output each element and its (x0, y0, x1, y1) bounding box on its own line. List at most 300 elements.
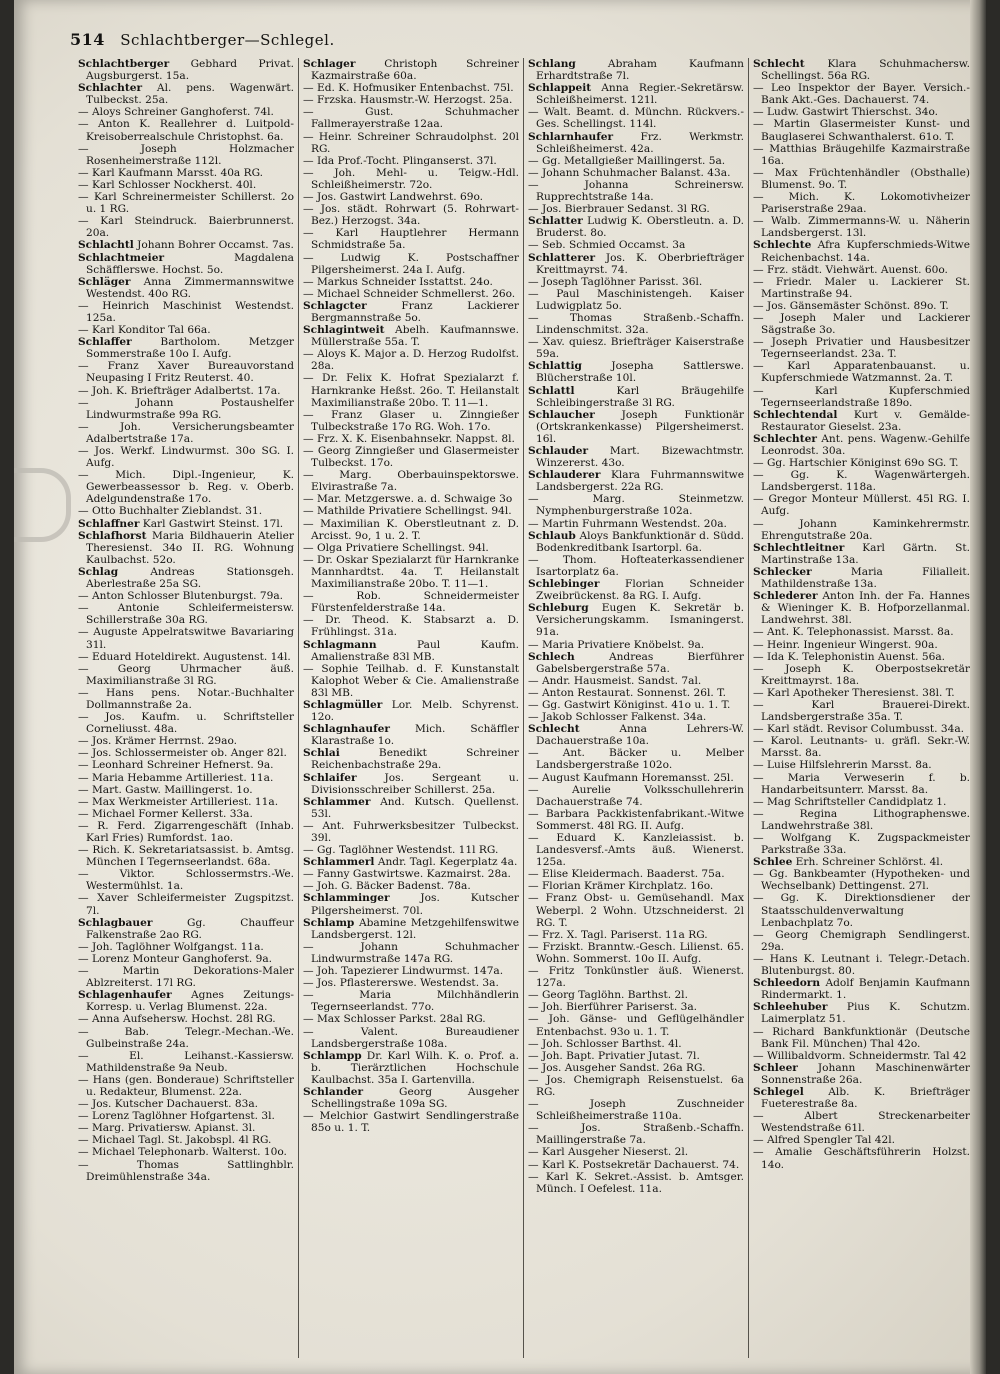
entry-text: — Maria Milchhändlerin Tegernseerlandst. 77o. (303, 989, 519, 1014)
directory-entry (753, 1050, 970, 1062)
directory-entry (303, 1026, 519, 1050)
entry-text: — Lorenz Taglöhner Hofgartenst. 3l. (78, 1110, 275, 1123)
entry-surname: Schlaucher (528, 408, 595, 421)
entry-text: — Maria Privatiere Knöbelst. 9a. (528, 638, 705, 651)
entry-text: — Eduard Hoteldirekt. Augustenst. 14l. (78, 650, 291, 663)
directory-entry (303, 590, 519, 614)
entry-text: — Antonie Schleifermeistersw. Schillerstraße 30a RG. (78, 602, 294, 627)
entry-text: — Frzska. Hausmstr.-W. Herzogst. 25a. (303, 94, 513, 107)
directory-entry (303, 856, 519, 868)
column-1 (74, 58, 299, 1358)
entry-text: — Xav. quiesz. Briefträger Kaiserstraße 59a. (528, 336, 744, 361)
directory-entry (753, 276, 970, 300)
directory-entry (528, 155, 744, 167)
directory-entry (78, 300, 294, 324)
directory-entry (78, 518, 294, 530)
directory-entry (528, 288, 744, 312)
directory-entry (303, 844, 519, 856)
entry-surname: Schlederer (753, 590, 818, 603)
directory-entry (753, 493, 970, 517)
entry-text: — Thomas Sattlinghblr. Dreimühlenstraße 34a. (78, 1158, 294, 1183)
entry-surname: Schlampp (303, 1049, 362, 1062)
entry-surname: Schlagintweit (303, 324, 385, 337)
entry-text: And. Kutsch. Quellenst. 53l. (311, 795, 519, 820)
directory-entry (78, 759, 294, 771)
entry-text: — Heinr. Ingenieur Wingerst. 90a. (753, 638, 938, 651)
directory-entry (303, 1110, 519, 1134)
entry-text: — Jos. Straßenb.-Schaffn. Maillingerstraße 7a. (528, 1122, 744, 1147)
entry-text: — Anton Restaurat. Sonnenst. 26l. T. (528, 686, 726, 699)
entry-text: — Aloys K. Major a. D. Herzog Rudolfst. 28a. (303, 348, 519, 373)
entry-text: Anna Regier.-Sekretärsw. Schleißheimerst. 121l. (536, 82, 744, 107)
directory-entry (753, 409, 970, 433)
directory-entry (528, 58, 744, 82)
entry-text: — Jakob Schlosser Falkenst. 34a. (528, 711, 707, 724)
entry-text: — Lorenz Monteur Ganghoferst. 9a. (78, 952, 272, 965)
directory-entry (753, 759, 970, 771)
entry-text: — Eduard K. Kanzleiassist. b. Landesversf.-Amts äuß. Wienerst. 125a. (528, 832, 744, 869)
entry-text: — Joh. Schlosser Barthst. 4l. (528, 1037, 682, 1050)
entry-text: — Otto Buchhalter Zieblandst. 31. (78, 505, 263, 518)
directory-entry (528, 530, 744, 554)
entry-text: — Mich. Dipl.-Ingenieur, K. Gewerbeassessor b. Reg. v. Oberb. Adelgundenstraße 17o. (78, 469, 294, 506)
entry-text: — Johann Postaushelfer Lindwurmstraße 99a RG. (78, 396, 294, 421)
entry-text: Joseph Funktionär (Ortskrankenkasse) Pilgersheimerst. 16l. (536, 408, 744, 445)
entry-text: — Fanny Gastwirtswe. Kazmairst. 28a. (303, 868, 511, 881)
directory-entry (528, 493, 744, 517)
entry-text: — Gg. K. Wagenwärtergeh. Landsbergerst. 118a. (753, 469, 970, 494)
directory-entry (78, 530, 294, 566)
entry-text: — Luise Hilfslehrerin Marsst. 8a. (753, 759, 932, 772)
entry-text: — Ant. Bäcker u. Melber Landsbergerstraße 102o. (528, 747, 744, 772)
entry-text: — Karl Apotheker Theresienst. 38l. T. (753, 686, 955, 699)
directory-entry (78, 651, 294, 663)
entry-text: — Georg Taglöhn. Barthst. 2l. (528, 989, 688, 1002)
entry-text: — Gg. Taglöhner Westendst. 11l RG. (303, 844, 499, 857)
binder-clip (14, 468, 71, 542)
directory-entry (303, 892, 519, 916)
entry-text: — Ed. K. Hofmusiker Entenbachst. 75l. (303, 82, 514, 95)
entry-text: — Xaver Schleifermeister Zugspitzst. 7l. (78, 892, 294, 917)
directory-entry (528, 106, 744, 130)
directory-entry (753, 687, 970, 699)
directory-entry (753, 953, 970, 977)
directory-entry (78, 1098, 294, 1110)
entry-text: — Thomas Straßenb.-Schaffn. Lindenschmitst. 32a. (528, 311, 744, 337)
directory-entry (753, 58, 970, 82)
directory-entry (528, 336, 744, 360)
directory-entry (303, 796, 519, 820)
entry-surname: Schlachtl (78, 239, 134, 252)
entry-text: — Joh. Mehl- u. Teigw.-Hdl. Schleißheimerstr. 72o. (303, 166, 519, 191)
directory-entry (753, 699, 970, 723)
directory-entry (78, 1050, 294, 1074)
directory-entry (753, 385, 970, 409)
directory-entry (528, 675, 744, 687)
directory-entry (528, 1159, 744, 1171)
directory-entry (528, 929, 744, 941)
directory-entry (303, 1013, 519, 1025)
directory-entry (528, 699, 744, 711)
directory-entry (78, 360, 294, 384)
directory-entry (303, 880, 519, 892)
entry-text: — Joh. Versicherungsbeamter Adalbertstraße 17a. (78, 420, 294, 445)
directory-entry (78, 941, 294, 953)
entry-text: — Heinr. Schreiner Schraudolphst. 20l RG. (303, 130, 519, 155)
directory-entry (303, 58, 519, 82)
directory-entry (528, 868, 744, 880)
directory-entry (753, 336, 970, 360)
directory-entry (753, 868, 970, 892)
entry-surname: Schlauderer (528, 469, 601, 482)
directory-entry (753, 1110, 970, 1134)
directory-entry (303, 772, 519, 796)
entry-text: Anton Inh. der Fa. Hannes & Wieninger K. B. Hofporzellanmal. Landwehrst. 38l. (761, 590, 970, 627)
entry-text: Mart. Bizewachtmstr. Winzererst. 43o. (536, 445, 744, 470)
entry-text: — Paul Maschinistengeh. Kaiser Ludwigplatz 5o. (528, 287, 744, 312)
directory-entry (528, 880, 744, 892)
entry-surname: Schleburg (528, 602, 589, 615)
directory-entry (528, 276, 744, 288)
entry-text: — Marg. Privatiersw. Apianst. 3l. (78, 1122, 256, 1135)
entry-text: — Sophie Teilhab. d. F. Kunstanstalt Kalophot Weber & Cie. Amalienstraße 83l MB. (303, 662, 519, 699)
entry-surname: Schlattl (528, 384, 575, 397)
directory-entry (753, 832, 970, 856)
directory-entry (78, 844, 294, 868)
directory-entry (303, 445, 519, 469)
entry-text: — Joseph Holzmacher Rosenheimerstraße 112l. (78, 142, 294, 167)
directory-entry (78, 626, 294, 650)
directory-entry (78, 917, 294, 941)
directory-entry (303, 542, 519, 554)
directory-entry (78, 820, 294, 844)
entry-text: — Frz. städt. Viehwärt. Auenst. 60o. (753, 263, 948, 276)
entry-text: — Karl Steindruck. Baierbrunnerst. 20a. (78, 215, 294, 240)
entry-text: — Georg Zinngießer und Glasermeister Tulbeckst. 17o. (303, 445, 519, 470)
entry-text: — Mich. K. Lokomotivheizer Pariserstraße 29aa. (753, 191, 970, 216)
directory-entry (528, 360, 744, 384)
entry-text: — Max Schlosser Parkst. 28al RG. (303, 1013, 486, 1026)
entry-text: — Martin Fuhrmann Westendst. 20a. (528, 517, 727, 530)
entry-surname: Schlechtleitner (753, 541, 845, 554)
directory-entry (303, 167, 519, 191)
entry-text: — Martin Glasermeister Kunst- und Bauglaserei Schwanthalerst. 61o. T. (753, 118, 970, 143)
entry-surname: Schlauder (528, 445, 589, 457)
entry-text: — Jos. städt. Rohrwart (5. Rohrwart-Bez.) Herzogst. 34a. (303, 203, 519, 228)
directory-entry (78, 252, 294, 276)
directory-entry (753, 542, 970, 566)
directory-entry (753, 796, 970, 808)
directory-entry (78, 397, 294, 421)
directory-entry (528, 1171, 744, 1195)
entry-text: — El. Leihanst.-Kassiersw. Mathildenstraße 9a Neub. (78, 1049, 294, 1074)
directory-entry (753, 929, 970, 953)
directory-entry (753, 106, 970, 118)
directory-entry (303, 505, 519, 517)
entry-text: — Richard Bankfunktionär (Deutsche Bank Fil. München) Thal 42o. (753, 1025, 970, 1050)
directory-entry (303, 820, 519, 844)
entry-text: — Joh. Bapt. Privatier Jutast. 7l. (528, 1049, 700, 1062)
directory-entry (303, 372, 519, 408)
entry-text: — Karl Ausgeher Nieserst. 2l. (528, 1146, 689, 1159)
entry-text: — August Kaufmann Horemansst. 25l. (528, 771, 734, 784)
directory-entry (528, 215, 744, 239)
entry-text: Abraham Kaufmann Erhardtstraße 7l. (536, 58, 744, 83)
entry-surname: Schlappeit (528, 82, 592, 95)
directory-entry (78, 772, 294, 784)
entry-surname: Schlagnhaufer (303, 723, 390, 736)
directory-entry (78, 796, 294, 808)
entry-text: — Viktor. Schlossermstrs.-We. Westermühlst. 1a. (78, 868, 294, 893)
directory-entry (528, 131, 744, 155)
entry-text: Andr. Tagl. Kegerplatz 4a. (374, 856, 518, 869)
directory-entry (753, 143, 970, 167)
directory-entry (528, 469, 744, 493)
entry-surname: Schleedorn (753, 977, 821, 990)
entry-surname: Schlamminger (303, 892, 390, 905)
entry-text: — Michael Former Kellerst. 33a. (78, 807, 253, 820)
directory-entry (528, 167, 744, 179)
entry-text: — Willibaldvorm. Schneidermstr. Tal 42 (753, 1049, 967, 1062)
entry-text: — Florian Krämer Kirchplatz. 16o. (528, 880, 714, 893)
directory-entry (78, 687, 294, 711)
entry-columns (74, 58, 974, 1358)
directory-entry (753, 626, 970, 638)
entry-text: — R. Ferd. Zigarrengeschäft (Inhab. Karl Fries) Rumfordst. 1ao. (78, 819, 294, 844)
entry-text: Pius K. Schutzm. Laimerplatz 51. (761, 1001, 970, 1026)
entry-text: — Gg. K. Direktionsdiener der Staatsschuldenverwaltung Lenbachplatz 7o. (753, 892, 970, 929)
entry-text: — Michael Telephonarb. Walterst. 10o. (78, 1146, 287, 1159)
entry-surname: Schlatterer (528, 251, 596, 264)
entry-text: — Jos. Kutscher Dachauerst. 83a. (78, 1098, 259, 1111)
directory-entry (78, 735, 294, 747)
directory-entry (303, 409, 519, 433)
entry-text: — Mart. Gastw. Maillingerst. 1o. (78, 783, 253, 796)
entry-text: Johann Bohrer Occamst. 7as. (133, 239, 294, 252)
entry-text: — Melchior Gastwirt Sendlingerstraße 85o u. 1. T. (303, 1110, 519, 1135)
entry-text: — Jos. Ausgeher Sandst. 26a RG. (528, 1061, 706, 1074)
directory-entry (528, 989, 744, 1001)
entry-surname: Schlammerl (303, 856, 375, 869)
entry-text: — Karol. Leutnants- u. gräfl. Sekr.-W. Marsst. 8a. (753, 735, 970, 760)
column-3 (524, 58, 749, 1358)
entry-text: — Thom. Hofteaterkassendiener Isartorplatz 6a. (528, 553, 744, 578)
directory-entry (528, 651, 744, 675)
directory-entry (528, 723, 744, 747)
entry-text: — Gregor Monteur Müllerst. 45l RG. I. Aufg. (753, 493, 970, 518)
entry-surname: Schlaifer (303, 771, 357, 784)
entry-text: Lor. Melb. Schyrenst. 12o. (311, 698, 519, 724)
entry-surname: Schlechter (753, 432, 817, 445)
entry-surname: Schlager (303, 58, 356, 70)
directory-entry (528, 639, 744, 651)
directory-entry (78, 663, 294, 687)
entry-text: — Johann Kaminkehrermstr. Ehrengutstraße 20a. (753, 517, 970, 542)
directory-entry (78, 989, 294, 1013)
entry-text: Benedikt Schreiner Reichenbachstraße 29a. (311, 747, 519, 772)
column-4 (749, 58, 974, 1358)
entry-text: — Walt. Beamt. d. Münchn. Rückvers.-Ges. Schellingst. 114l. (528, 106, 744, 131)
entry-surname: Schlagbauer (78, 916, 153, 929)
entry-text: — Seb. Schmied Occamst. 3a (528, 239, 686, 252)
directory-entry (78, 276, 294, 300)
directory-entry (753, 663, 970, 687)
entry-text: — Marg. Oberbauinspektorswe. Elvirastraße 7a. (303, 469, 519, 494)
directory-entry (753, 1001, 970, 1025)
directory-entry (753, 1086, 970, 1110)
entry-surname: Schläger (78, 275, 131, 288)
entry-text: Al. pens. Wagenwärt. Tulbeckst. 25a. (86, 82, 294, 107)
directory-entry (528, 385, 744, 409)
directory-entry (78, 590, 294, 602)
page-number: 514 (70, 30, 105, 49)
entry-text: — Elise Kleidermach. Baaderst. 75a. (528, 868, 725, 881)
directory-entry (303, 276, 519, 288)
entry-text: Klara Schuhmachersw. Schellingst. 56a RG. (761, 58, 970, 83)
directory-entry (753, 723, 970, 735)
entry-text: — Walb. Zimmermanns-W. u. Näherin Landsbergerst. 13l. (753, 215, 970, 240)
entry-text: Jos. Kutscher Pilgersheimerst. 70l. (311, 892, 519, 917)
entry-text: — Gust. Schuhmacher Fallmerayerstraße 12aa. (303, 106, 519, 131)
directory-entry (303, 106, 519, 130)
entry-text: — Joh. Taglöhner Wolfgangst. 11a. (78, 940, 264, 953)
entry-text: — Michael Tagl. St. Jakobspl. 4l RG. (78, 1134, 272, 1147)
directory-entry (78, 385, 294, 397)
directory-page (14, 0, 986, 1374)
entry-text: — Ant. K. Telephonassist. Marsst. 8a. (753, 626, 954, 639)
entry-text: — Ant. Fuhrwerksbesitzer Tulbeckst. 39l. (303, 819, 519, 844)
directory-entry (303, 977, 519, 989)
entry-text: Afra Kupferschmieds-Witwe Reichenbachst. 14a. (761, 239, 970, 264)
directory-entry (303, 663, 519, 699)
directory-entry (78, 1122, 294, 1134)
entry-text: Jos. Sergeant u. Divisionsschreiber Schillerst. 25a. (311, 771, 519, 796)
directory-entry (528, 312, 744, 336)
entry-text: — Joseph K. Oberpostsekretär Kreittmayrst. 18a. (753, 662, 970, 687)
entry-text: — Hans K. Leutnant i. Telegr.-Detach. Blutenburgst. 80. (753, 952, 970, 978)
directory-entry (753, 300, 970, 312)
directory-entry (528, 252, 744, 276)
entry-surname: Schlachter (78, 82, 143, 95)
entry-text: — Max Werkmeister Artilleriest. 11a. (78, 795, 279, 808)
entry-text: — Albert Streckenarbeiter Westendstraße 61l. (753, 1110, 970, 1135)
directory-entry (78, 82, 294, 106)
entry-text: — Joseph Maler und Lackierer Sägstraße 3o. (753, 311, 970, 337)
directory-entry (528, 82, 744, 106)
entry-text: — Joseph Taglöhner Parisst. 36l. (528, 275, 703, 288)
directory-entry (78, 1159, 294, 1183)
entry-text: — Valent. Bureaudiener Landsbergerstraße 108a. (303, 1025, 519, 1050)
entry-text: Karl Bräugehilfe Schleibingerstraße 3l RG. (536, 384, 744, 409)
entry-text: — Auguste Appelratswitwe Bavariaring 31l. (78, 626, 294, 651)
entry-surname: Schlatter (528, 215, 583, 228)
directory-entry (303, 288, 519, 300)
entry-text: — Gg. Metallgießer Maillingerst. 5a. (528, 154, 726, 167)
entry-text: — Dr. Theod. K. Stabsarzt a. D. Frühlingst. 31a. (303, 614, 519, 639)
directory-entry (753, 651, 970, 663)
entry-text: — Karl Apparatenbauanst. u. Kupferschmiede Watzmannst. 2a. T. (753, 360, 970, 385)
entry-text: Ant. pens. Wagenw.-Gehilfe Leonrodst. 30a. (761, 432, 970, 457)
directory-entry (753, 518, 970, 542)
directory-entry (303, 917, 519, 941)
entry-text: — Karl K. Postsekretär Dachauerst. 74. (528, 1158, 740, 1171)
directory-entry (528, 1013, 744, 1037)
directory-entry (78, 445, 294, 469)
entry-text: Abelh. Kaufmannswe. Müllerstraße 55a. T. (311, 324, 519, 349)
directory-entry (528, 1146, 744, 1158)
directory-entry (303, 203, 519, 227)
entry-text: Erh. Schreiner Schlörst. 4l. (792, 856, 944, 869)
entry-text: Gebhard Privat. Augsburgerst. 15a. (86, 58, 294, 83)
directory-entry (78, 602, 294, 626)
directory-entry (753, 167, 970, 191)
directory-entry (753, 977, 970, 1001)
entry-text: — Jos. Chemigraph Reisenstuelst. 6a RG. (528, 1073, 744, 1098)
entry-surname: Schlaub (528, 529, 576, 542)
entry-text: — Frz. X. K. Eisenbahnsekr. Nappst. 8l. (303, 432, 515, 445)
directory-entry (303, 227, 519, 251)
entry-text: — Leonhard Schreiner Hefnerst. 9a. (78, 759, 274, 772)
entry-text: — Jos. Bierbrauer Sedanst. 3l RG. (528, 203, 710, 216)
entry-text: — Gg. Hartschier Königinst 69o SG. T. (753, 457, 959, 470)
entry-text: — Hans (gen. Bonderaue) Schriftsteller u. Redakteur, Blumenst. 22a. (78, 1073, 294, 1098)
directory-entry (753, 239, 970, 263)
entry-text: — Gg. Gastwirt Königinst. 41o u. 1. T. (528, 698, 731, 711)
directory-entry (753, 1134, 970, 1146)
entry-surname: Schlafhorst (78, 529, 147, 542)
column-2 (299, 58, 524, 1358)
entry-surname: Schlamp (303, 916, 355, 929)
directory-entry (753, 772, 970, 796)
entry-text: — Barbara Packkistenfabrikant.-Witwe Sommerst. 48l RG. II. Aufg. (528, 807, 744, 832)
entry-surname: Schlagcter (303, 299, 367, 312)
entry-text: Maria Bildhauerin Atelier Theresienst. 34o II. RG. Wohnung Kaulbachst. 52o. (86, 529, 294, 566)
entry-text: — Olga Privatiere Schellingst. 94l. (303, 541, 489, 554)
directory-entry (78, 784, 294, 796)
entry-text: Bartholom. Metzger Sommerstraße 10o I. Aufg. (86, 336, 294, 361)
entry-text: — Andr. Hausmeist. Sandst. 7al. (528, 674, 702, 687)
directory-entry (753, 312, 970, 336)
entry-text: — Mag Schriftsteller Candidplatz 1. (753, 795, 947, 808)
directory-entry (753, 808, 970, 832)
entry-text: — Jos. Schlossermeister ob. Anger 82l. (78, 747, 287, 760)
directory-entry (303, 348, 519, 372)
directory-entry (753, 457, 970, 469)
entry-text: — Dr. Oskar Spezialarzt für Harnkranke Mannhardtst. 4a. T. Heilanstalt Maximilianstraße 20bo. T. 11—1. (303, 553, 519, 591)
directory-entry (78, 469, 294, 505)
entry-surname: Schlattig (528, 360, 582, 373)
directory-entry (78, 953, 294, 965)
directory-entry (303, 155, 519, 167)
directory-entry (303, 82, 519, 94)
directory-entry (753, 1062, 970, 1086)
entry-text: Franz Lackierer Bergmannstraße 5o. (311, 299, 519, 324)
directory-entry (303, 747, 519, 771)
entry-text: — Jos. Gänsemäster Schönst. 89o. T. (753, 299, 949, 312)
entry-text: Florian Schneider Zweibrückenst. 8a RG. I. Aufg. (536, 578, 744, 603)
directory-entry (303, 614, 519, 638)
directory-entry (528, 1098, 744, 1122)
entry-text: Anna Zimmermannswitwe Westendst. 40o RG. (86, 275, 294, 300)
entry-text: Klara Fuhrmannswitwe Landsbergerst. 22a RG. (536, 469, 744, 494)
directory-entry (528, 832, 744, 868)
directory-entry (303, 94, 519, 106)
entry-text: Ludwig K. Oberstleutn. a. D. Bruderst. 8o. (536, 215, 744, 240)
directory-entry (753, 360, 970, 384)
directory-entry (528, 892, 744, 928)
directory-entry (303, 989, 519, 1013)
directory-entry (78, 179, 294, 191)
